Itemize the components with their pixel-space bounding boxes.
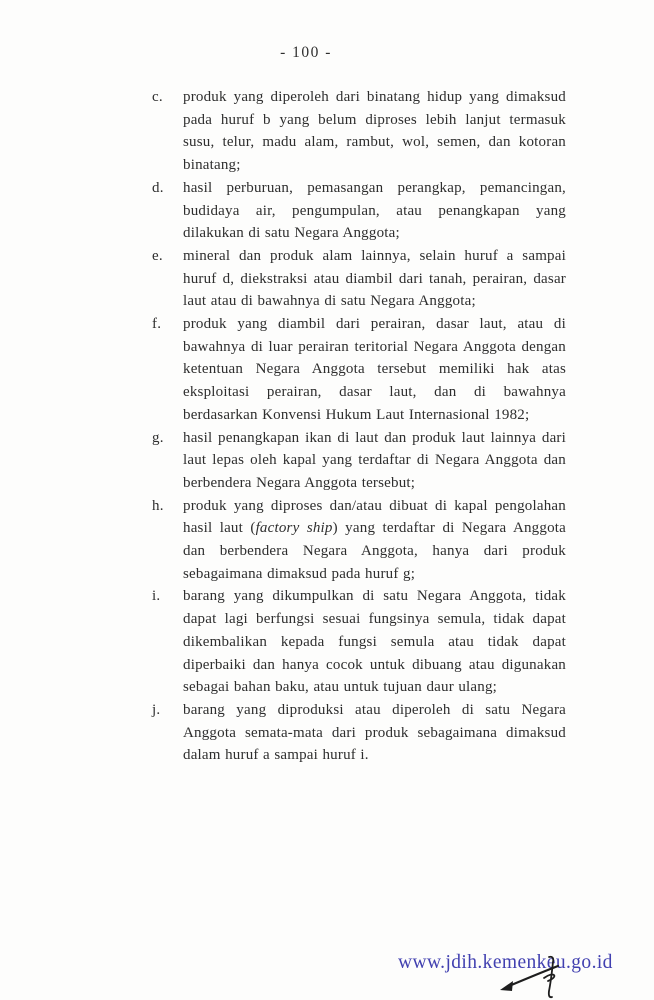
list-item-text — [183, 495, 566, 586]
list-item-letter: d. — [152, 179, 164, 196]
list-item-text — [183, 177, 566, 245]
text-run: ) yang terdaftar di Negara Anggota dan berbendera Negara Anggota, hanya dari produk sebagaimana dimaksud pada huruf g; — [183, 520, 566, 582]
text-run: produk yang diproses dan/atau dibuat di kapal pengolahan hasil laut ( — [183, 497, 566, 537]
page-number: - 100 - — [280, 44, 332, 61]
list-item — [152, 313, 566, 427]
list-item-text — [183, 427, 566, 495]
footer-watermark-url: www.jdih.kemenkeu.go.id — [398, 952, 613, 973]
text-run: mineral dan produk alam lainnya, selain huruf a sampai huruf d, diekstraksi atau diambil dari tanah, perairan, dasar laut atau di bawahnya di satu Negara Anggota; — [183, 247, 566, 310]
list-item-text — [183, 245, 566, 313]
list-item-letter: j. — [152, 701, 161, 718]
text-run: produk yang diambil dari perairan, dasar laut, atau di bawahnya di luar perairan teritorial Negara Anggota dengan ketentuan Negara Anggota tersebut memiliki hak atas eksploitasi perairan, dasar laut, dan di bawahnya berdasarkan Konvensi Hukum Laut Internasional 1982; — [183, 316, 566, 423]
list-item-text — [183, 585, 566, 699]
text-run: hasil penangkapan ikan di laut dan produk laut lainnya dari laut lepas oleh kapal yang terdaftar di Negara Anggota dan berbendera Negara Anggota tersebut; — [183, 429, 566, 491]
list-item-text — [183, 313, 566, 427]
text-run: produk yang diperoleh dari binatang hidup yang dimaksud pada huruf b yang belum diproses lebih lanjut termasuk susu, telur, madu alam, rambut, wol, semen, dan kotoran binatang; — [183, 89, 566, 174]
list-item-letter: c. — [152, 89, 163, 105]
list-item — [152, 585, 566, 699]
list-item — [152, 245, 566, 313]
list-item-letter: h. — [152, 497, 164, 514]
italic-run: factory ship — [255, 520, 333, 537]
list-item — [152, 86, 566, 177]
list-item-text — [183, 86, 566, 177]
list-item-letter: e. — [152, 247, 163, 264]
list-item — [152, 699, 566, 767]
list-item-letter: f. — [152, 316, 162, 333]
list-item — [152, 495, 566, 586]
lettered-list — [152, 86, 566, 767]
list-item-text — [183, 699, 566, 767]
list-item-letter: g. — [152, 429, 164, 446]
text-run: hasil perburuan, pemasangan perangkap, pemancingan, budidaya air, pengumpulan, atau penangkapan yang dilakukan di satu Negara Anggota; — [183, 179, 566, 242]
text-run: barang yang dikumpulkan di satu Negara Anggota, tidak dapat lagi berfungsi sesuai fungsinya semula, tidak dapat dikembalikan kepada fungsi semula atau tidak dapat diperbaiki dan hanya cocok untuk dibuang atau digunakan sebagai bahan baku, atau untuk tujuan daur ulang; — [183, 588, 566, 696]
text-run: barang yang diproduksi atau diperoleh di satu Negara Anggota semata-mata dari produk sebagaimana dimaksud dalam huruf a sampai huruf i. — [183, 701, 566, 764]
list-item — [152, 427, 566, 495]
list-item — [152, 177, 566, 245]
paraf-arrowhead — [500, 981, 513, 991]
list-item-letter: i. — [152, 588, 161, 605]
paraf-initial-loop — [544, 975, 554, 981]
